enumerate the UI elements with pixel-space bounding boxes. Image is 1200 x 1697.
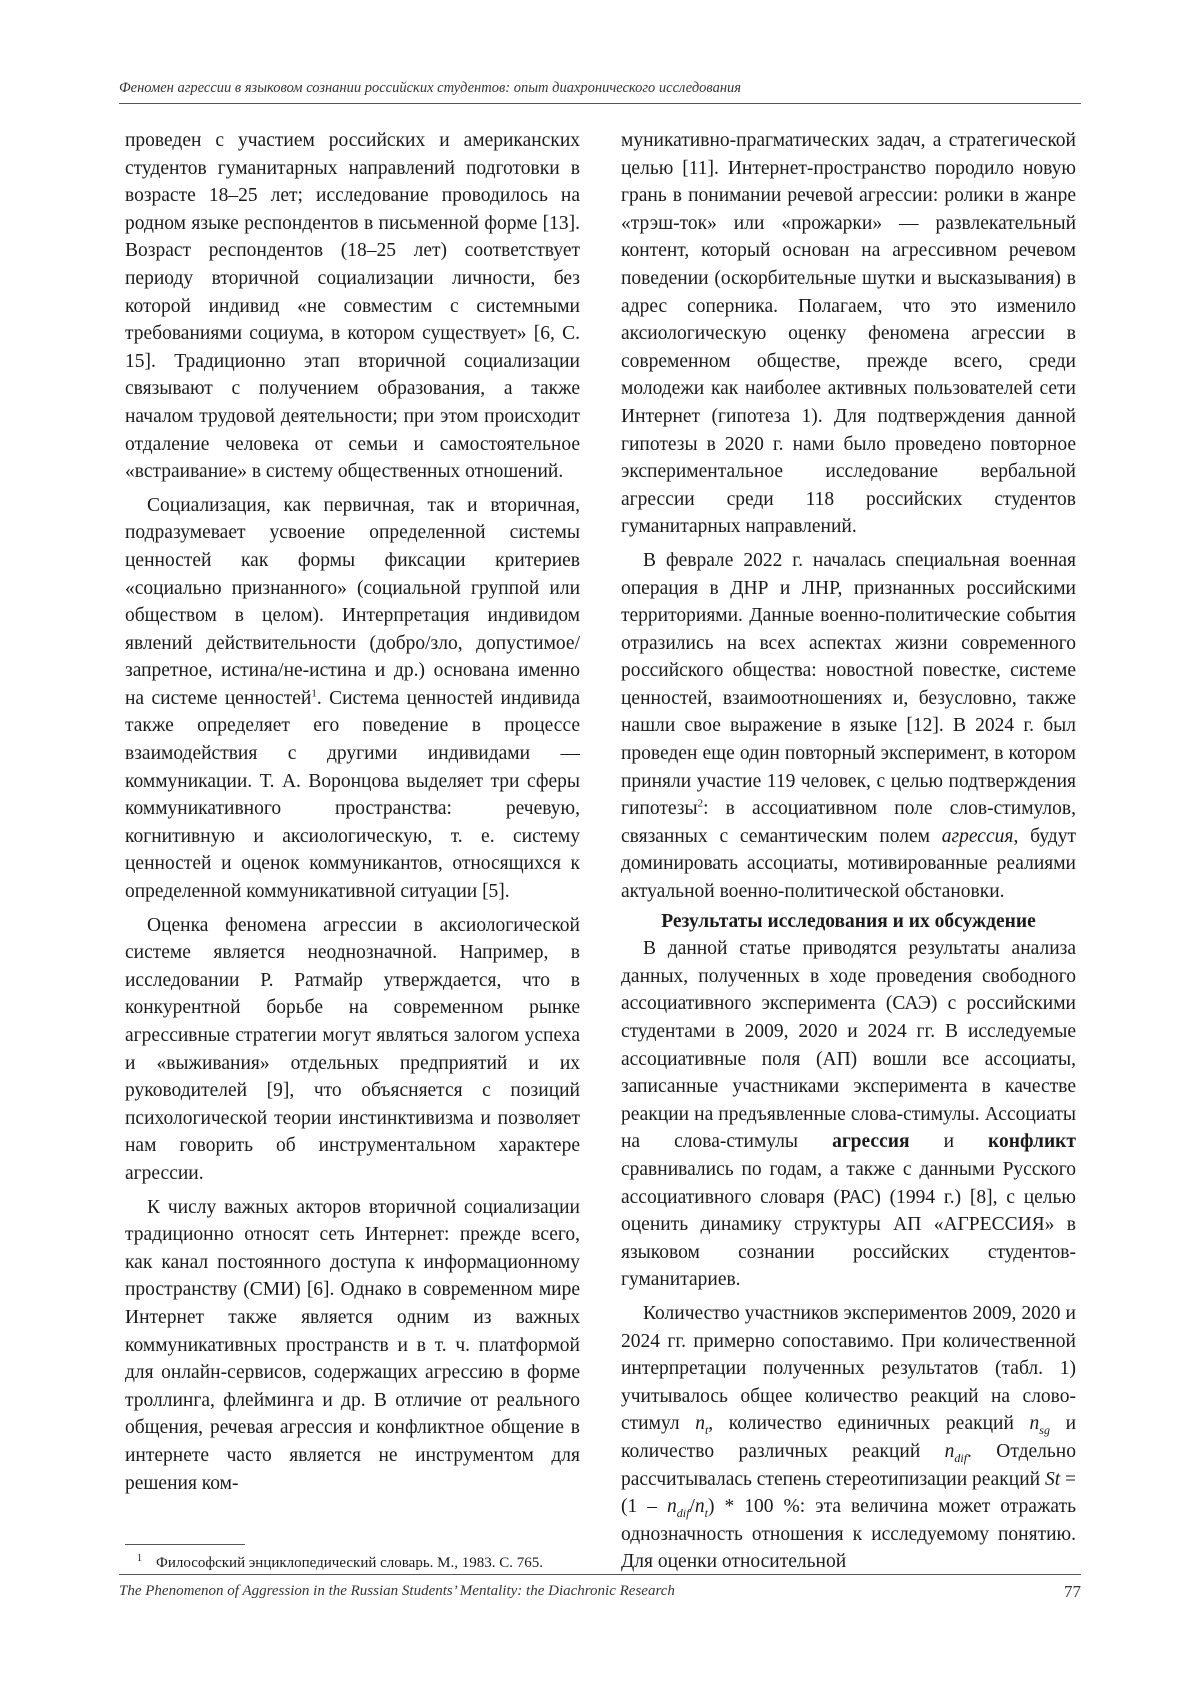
text-run: и количество различных реакций xyxy=(621,1413,1077,1462)
math-symbol: n xyxy=(694,1496,705,1518)
paragraph: проведен с участием российских и американских студентов гуманитарных направлений подготовки в возрасте 18–25 лет; исследование проводилось на родном языке респондентов в письменной форме [13]. Возраст респондентов (18–25 лет) соответствует периоду вторичной социализации личности, без которой индивид «не совместим с системными требованиями социума, в котором существует» [6, С. 15]. Традиционно этап вторичной социализации связывают с получением образования, а также началом трудовой деятельности; при этом происходит отдаление человека от семьи и самостоятельное «встраивание» в систему общественных отношений. xyxy=(125,130,580,483)
bold-term: агрессия xyxy=(832,1131,910,1153)
paragraph xyxy=(621,935,1076,1294)
text-run: сравнивались по годам, а также с данными Русского ассоциативного словаря (РАС) (1994 г.) [8], с целью оценить динамику структуры АП «АГРЕССИЯ» в языковом сознании российских студентов-гуманитариев. xyxy=(621,1158,1076,1291)
text-run: Социализация, как первичная, так и вторичная, подразумевает усвоение определенной системы ценностей как формы фиксации критериев «социально признанного» (социальной группой или обществом в целом). Интерпретация индивидом явлений действительности (добро/зло, допустимое/запретное, истина/не-истина и др.) основана именно на системе ценностей xyxy=(125,494,580,709)
math-symbol: n xyxy=(1029,1413,1040,1435)
page-number: 77 xyxy=(1064,1582,1081,1601)
text-run: . Отдельно рассчитывалась степень стереотипизации реакций xyxy=(621,1440,1076,1490)
running-header: Феномен агрессии в языковом сознании российских студентов: опыт диахронического исследования xyxy=(119,80,742,96)
math-subscript: t xyxy=(704,1423,709,1438)
text-run: ) * 100 %: эта величина может отражать однозначность отношения к исследуемому понятию. Для оценки относительной xyxy=(621,1496,1076,1573)
math-subscript: dif xyxy=(954,1450,968,1465)
header-rule xyxy=(119,103,1081,104)
left-column xyxy=(125,127,580,1497)
text-run: , количество единичных реакций xyxy=(708,1413,1030,1435)
math-subscript: t xyxy=(704,1505,708,1520)
math-symbol: St xyxy=(1044,1468,1061,1490)
text-run: Количество участников экспериментов 2009, 2020 и 2024 гг. примерно сопоставимо. При количественной интерпретации полученных результатов (табл. 1) учитывалось общее количество реакций на слово-стимул xyxy=(621,1302,1076,1435)
footnote-ref: 2 xyxy=(697,797,704,810)
text-run: / xyxy=(689,1496,695,1518)
math-subscript: sg xyxy=(1039,1423,1050,1438)
bold-term: конфликт xyxy=(988,1131,1076,1153)
paragraph xyxy=(621,547,1076,906)
math-symbol: n xyxy=(667,1496,677,1518)
math-symbol: n xyxy=(695,1413,705,1435)
text-run: и xyxy=(909,1131,989,1153)
paragraph: К числу важных акторов вторичной социализации традиционно относят сеть Интернет: прежде всего, как канал постоянного доступа к информационному пространству (СМИ) [6]. Однако в современном мире Интернет также является одним из важных коммуникативных пространств и в т. ч. платформой для онлайн-сервисов, содержащих агрессию в форме троллинга, флейминга и др. В отличие от реального общения, речевая агрессия и конфликтное общение в интернете часто является не инструментом для решения ком- xyxy=(125,1196,580,1494)
paragraph: Оценка феномена агрессии в аксиологической системе является неоднозначной. Например, в исследовании Р. Ратмайр утверждается, что в конкурентной борьбе на современном рынке агрессивные стратегии могут являться залогом успеха и «выживания» отдельных предприятий и их руководителей [9], что объясняется с позиций психологической теории инстинктивизма и позволяет нам говорить об инструментальном характере агрессии. xyxy=(125,914,580,1184)
paragraph xyxy=(621,1300,1076,1576)
text-run: В феврале 2022 г. началась специальная военная операция в ДНР и ЛНР, признанных российскими территориями. Данные военно-политические события отразились на всех аспектах жизни современного российского общества: новостной повестке, системе ценностей, взаимоотношениях и, безусловно, также нашли свое выражение в языке [12]. В 2024 г. был проведен еще один повторный эксперимент, в котором приняли участие 119 человек, с целью подтверждения гипотезы xyxy=(621,549,1076,820)
footnote-ref: 1 xyxy=(311,687,317,700)
text-run: : в ассоциативном поле слов-стимулов, связанных с семантическим полем xyxy=(621,798,1076,847)
text-run: В данной статье приводятся результаты анализа данных, полученных в ходе проведения свободного ассоциативного эксперимента (САЭ) с российскими студентами в 2009, 2020 и 2024 гг. В исследуемые ассоциативные поля (АП) вошли все ассоциаты, записанные участниками эксперимента в качестве реакции на предъявленные слова-стимулы. Ассоциаты на слова-стимулы xyxy=(621,938,1076,1153)
text-run: = (1 – xyxy=(621,1468,1077,1518)
footer-rule xyxy=(119,1574,1081,1575)
paragraph: муникативно-прагматических задач, а стратегической целью [11]. Интернет-пространство породило новую грань в понимании речевой агрессии: ролики в жанре «трэш-ток» или «прожарки» — развлекательный контент, который основан на агрессивном речевом поведении (оскорбительные шутки и высказывания) в адрес соперника. Полагаем, что это изменило аксиологическую оценку феномена агрессии в современном обществе, прежде всего, среди молодежи как наиболее активных пользователей сети Интернет (гипотеза 1). Для подтверждения данной гипотезы в 2020 г. нами было проведено повторное экспериментальное исследование вербальной агрессии среди 118 российских студентов гуманитарных направлений. xyxy=(621,130,1076,538)
footnote xyxy=(125,1549,580,1573)
math-symbol: n xyxy=(944,1440,955,1462)
math-subscript: dif xyxy=(676,1505,690,1520)
paragraph xyxy=(125,492,580,906)
running-footer: The Phenomenon of Aggression in the Russian Students’ Mentality: the Diachronic Research xyxy=(119,1583,675,1599)
footnote-text: Философский энциклопедический словарь. М., 1983. С. 765. xyxy=(156,1555,543,1571)
text-run: . Система ценностей индивида также определяет его поведение в процессе взаимодействия с другими индивидами — коммуникации. Т. А. Воронцова выделяет три сферы коммуникативного пространства: речевую, когнитивную и аксиологическую, т. е. систему ценностей и оценок коммуникантов, относящихся к определенной коммуникативной ситуации [5]. xyxy=(125,687,580,903)
text-run: , будут доминировать ассоциаты, мотивированные реалиями актуальной военно-политической обстановки. xyxy=(621,825,1076,903)
section-title: Результаты исследования и их обсуждение xyxy=(661,910,1036,932)
right-column xyxy=(621,127,1076,1576)
footnote-number: 1 xyxy=(137,1553,142,1564)
footnote-rule xyxy=(125,1544,245,1545)
italic-term: агрессия xyxy=(941,825,1014,847)
